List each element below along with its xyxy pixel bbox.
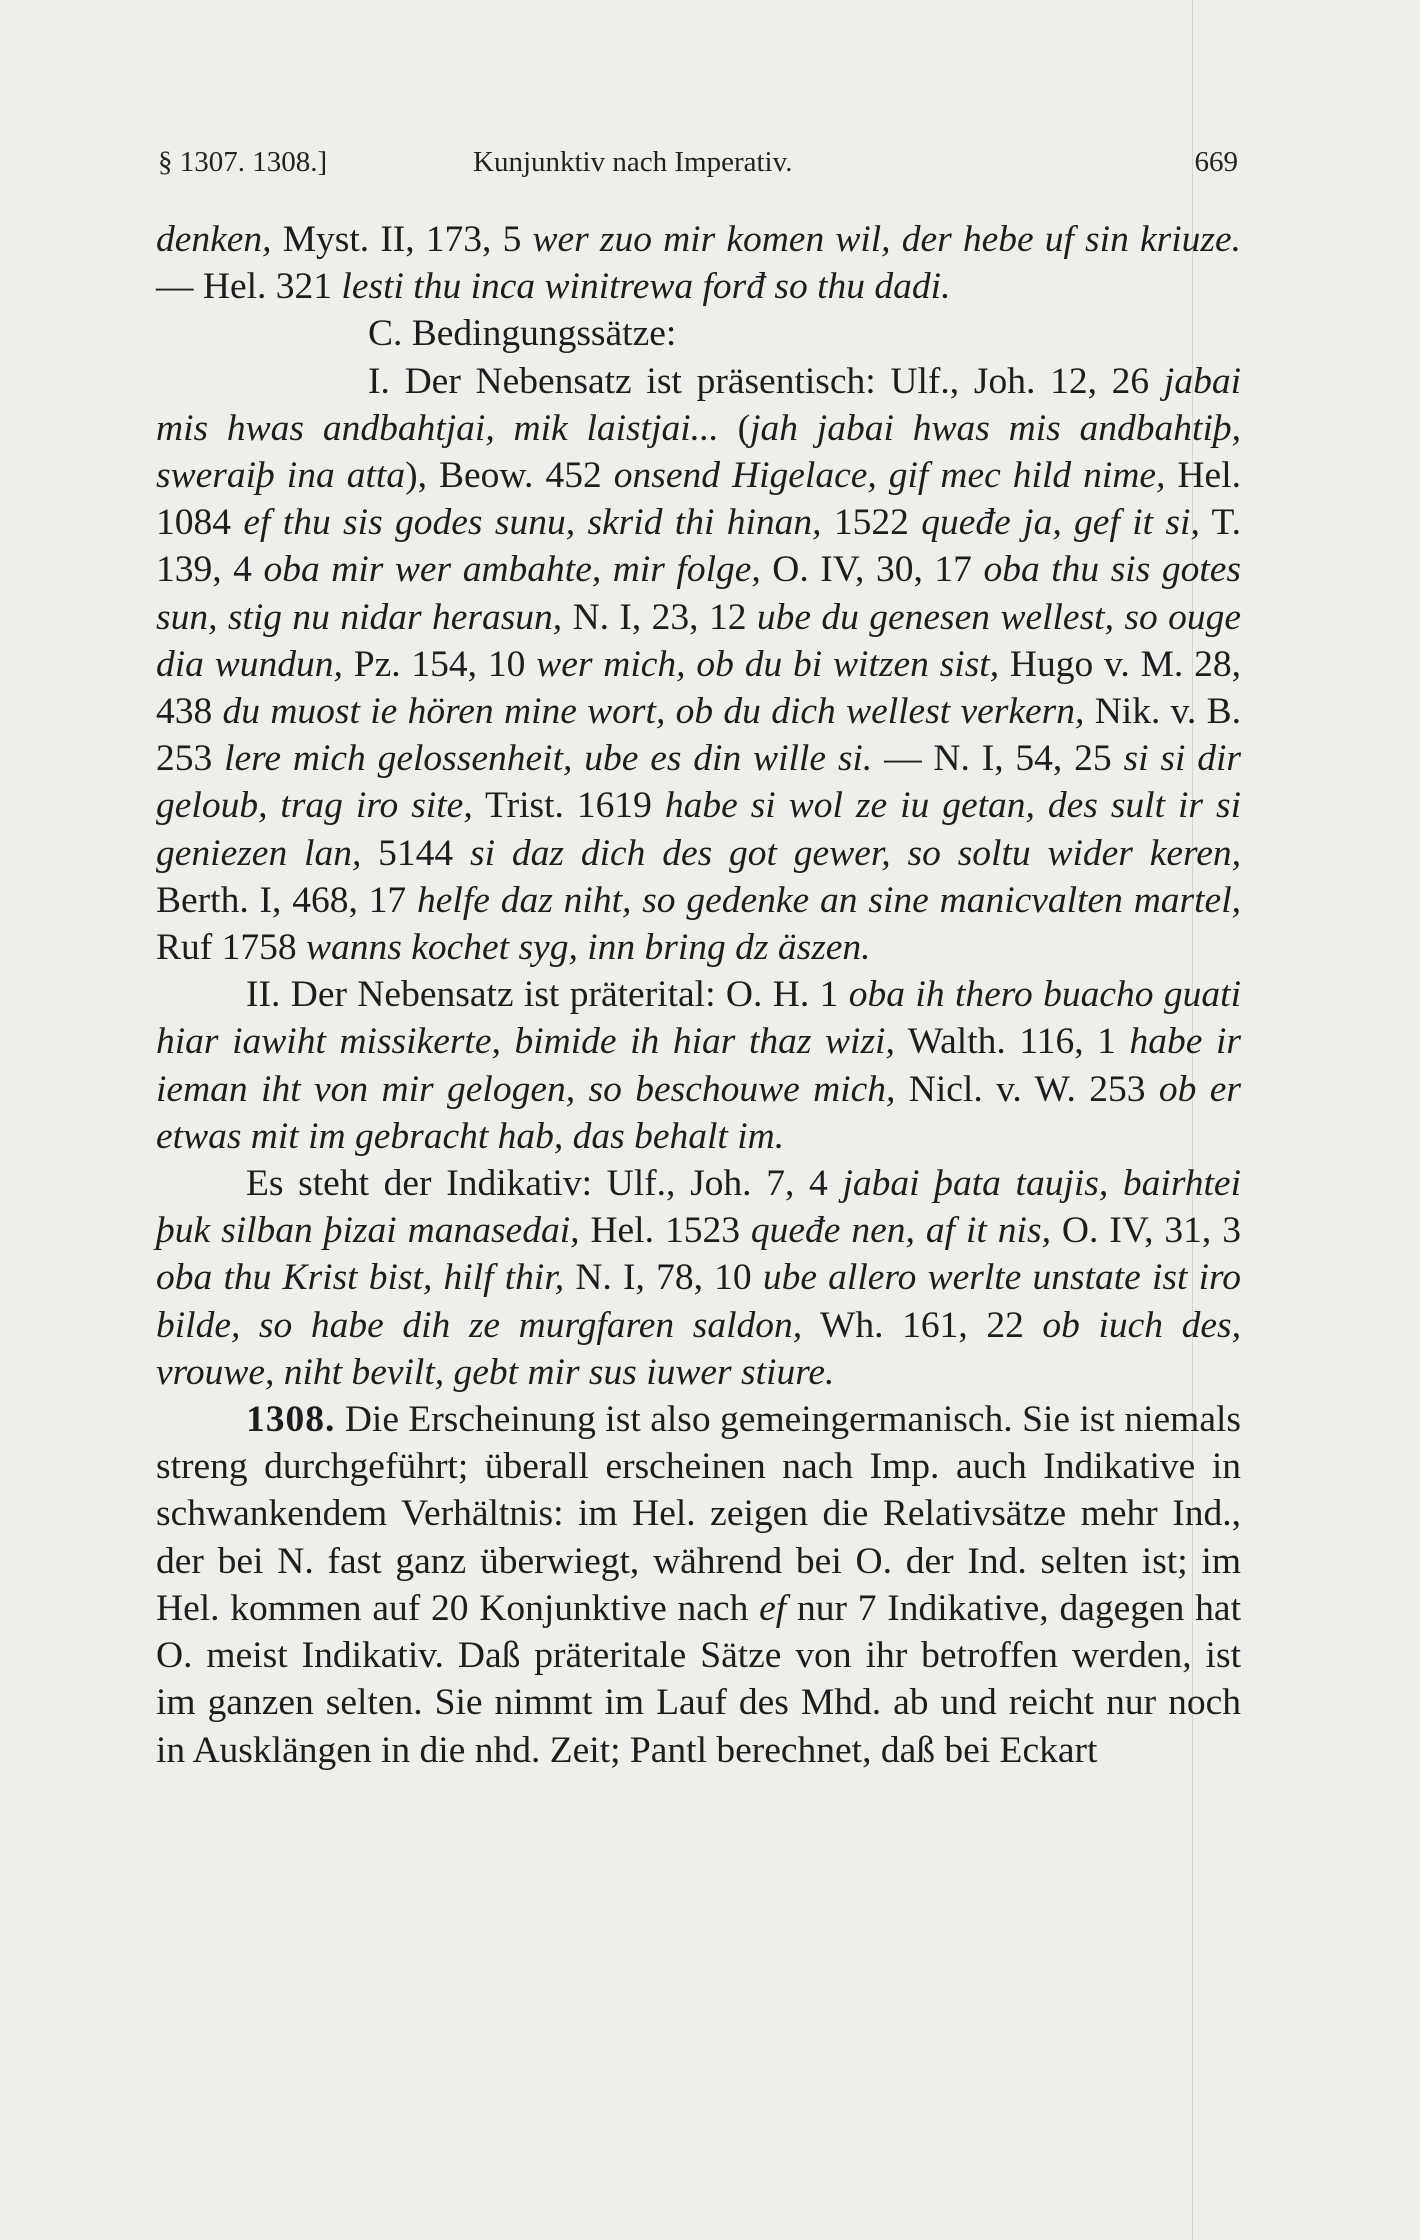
italic-quote: wanns kochet syg, inn bring dz äszen.	[306, 927, 871, 969]
text-run: Hugo v. M. 28, 438	[156, 643, 1241, 733]
italic-quote: jabai mis hwas andbahtjai, mik laistjai...	[156, 360, 1241, 449]
paragraph	[156, 310, 1241, 357]
text-run: Es steht der Indikativ: Ulf., Joh. 7, 4	[246, 1163, 843, 1205]
running-header	[158, 146, 1238, 186]
italic-quote: oba thu sis gotes sun, stig nu nidar herasun,	[156, 549, 1241, 638]
text-run: (	[718, 407, 751, 449]
italic-quote: ob er etwas mit im gebracht hab, das behalt im.	[156, 1068, 1241, 1157]
italic-quote: oba ih thero buacho guati hiar iawiht missikerte, bimide ih hiar thaz wizi,	[156, 974, 1241, 1063]
text-run: Berth. I, 468, 17	[156, 879, 418, 921]
text-run: O. IV, 30, 17	[760, 549, 984, 591]
text-run: ), Beow. 452	[405, 455, 614, 497]
italic-quote: si si dir geloub, trag iro site,	[156, 738, 1242, 827]
italic-quote: lere mich gelossenheit, ube es din wille si.	[224, 738, 873, 780]
paragraph	[156, 1160, 1241, 1396]
italic-quote: du muost ie hören mine wort, ob du dich wellest verkern,	[222, 691, 1085, 733]
text-run: Trist. 1619	[472, 785, 665, 827]
italic-quote: wer mich, ob du bi witzen sist,	[536, 643, 1000, 685]
italic-quote: lesti thu inca winitrewa forđ so thu dadi.	[341, 266, 951, 308]
text-run: Myst. II, 173, 5	[271, 219, 533, 260]
italic-quote: oba mir wer ambahte, mir folge,	[263, 549, 761, 591]
italic-quote: ube du genesen wellest, so ouge dia wundun,	[156, 596, 1241, 685]
paragraph	[156, 358, 1241, 972]
italic-quote: queđe nen, af it nis,	[750, 1210, 1051, 1252]
text-run: O. IV, 31, 3	[1050, 1210, 1241, 1252]
text-run: — Hel. 321	[156, 266, 342, 308]
italic-quote: habe ir ieman iht von mir gelogen, so beschouwe mich,	[156, 1021, 1241, 1110]
italic-quote: jabai þata taujis, bairhtei þuk silban þizai manasedai,	[156, 1163, 1241, 1252]
text-run: — N. I, 54, 25	[872, 738, 1124, 780]
page-number: 669	[1194, 146, 1238, 178]
italic-quote: queđe ja, gef it si,	[921, 502, 1200, 544]
text-run: Wh. 161, 22	[802, 1304, 1043, 1346]
text-run: nur 7 Indikative, dagegen hat O. meist Indikativ. Daß präteritale Sätze von ihr betroffen werden, ist im ganzen selten. Sie nimmt im Lauf des Mhd. ab und reicht nur noch in Ausklängen in die nhd. Zeit; Pantl berechnet, daß bei Eckart	[156, 1587, 1241, 1771]
text-run: Die Erscheinung ist also gemeingermanisch. Sie ist niemals streng durchgeführt; überall erscheinen nach Imp. auch Indikative in schwankendem Verhältnis: im Hel. zeigen die Relativsätze mehr Ind., der bei N. fast ganz überwiegt, während bei O. der Ind. selten ist; im Hel. kommen auf 20 Konjunktive nach	[156, 1399, 1241, 1629]
paragraph	[156, 971, 1241, 1160]
italic-quote: onsend Higelace, gif mec hild nime,	[613, 455, 1166, 497]
paragraph	[156, 1396, 1241, 1774]
text-run: Hel. 1523	[579, 1210, 751, 1252]
text-run: C. Bedingungssätze:	[368, 313, 677, 355]
italic-quote: habe si wol ze iu getan, des sult ir si geniezen lan,	[156, 785, 1241, 874]
paragraph	[156, 216, 1241, 310]
italic-quote: helfe daz niht, so gedenke an sine manicvalten martel,	[417, 879, 1241, 921]
running-title: Kunjunktiv nach Imperativ.	[473, 146, 793, 178]
italic-quote: ube allero werlte unstate ist iro bilde, so habe dih ze murgfaren saldon,	[156, 1257, 1242, 1346]
text-run: N. I, 23, 12	[562, 596, 757, 638]
italic-quote: ef thu sis godes sunu, skrid thi hinan,	[243, 502, 822, 544]
text-run: Walth. 116, 1	[894, 1021, 1130, 1063]
text-run: 1522	[821, 502, 922, 544]
italic-quote: si daz dich des got gewer, so soltu wider keren,	[470, 832, 1241, 874]
text-run: Hel. 1084	[156, 455, 1241, 544]
body-text	[156, 216, 1241, 1774]
text-run: II. Der Nebensatz ist präterital: O. H. 1	[246, 974, 849, 1016]
section-reference: § 1307. 1308.]	[158, 146, 328, 178]
text-run: I. Der Nebensatz ist präsentisch: Ulf., Joh. 12, 26	[368, 360, 1164, 402]
text-run: T. 139, 4	[156, 502, 1242, 591]
text-run: N. I, 78, 10	[564, 1257, 763, 1299]
text-run: Pz. 154, 10	[342, 643, 537, 685]
section-number: 1308.	[246, 1399, 336, 1441]
text-run: Nicl. v. W. 253	[895, 1068, 1159, 1110]
italic-quote: denken,	[156, 219, 272, 260]
text-run: Ruf 1758	[156, 927, 306, 969]
italic-quote: oba thu Krist bist, hilf thir,	[156, 1257, 565, 1299]
italic-quote: wer zuo mir komen wil, der hebe uf sin kriuze.	[532, 219, 1241, 260]
italic-quote: ob iuch des, vrouwe, niht bevilt, gebt mir sus iuwer stiure.	[156, 1304, 1241, 1393]
text-run: 5144	[361, 832, 471, 874]
italic-quote: jah jabai hwas mis andbahtiþ, sweraiþ ina atta	[156, 407, 1241, 497]
italic-quote: ef	[759, 1587, 787, 1629]
text-run: Nik. v. B. 253	[156, 691, 1241, 780]
